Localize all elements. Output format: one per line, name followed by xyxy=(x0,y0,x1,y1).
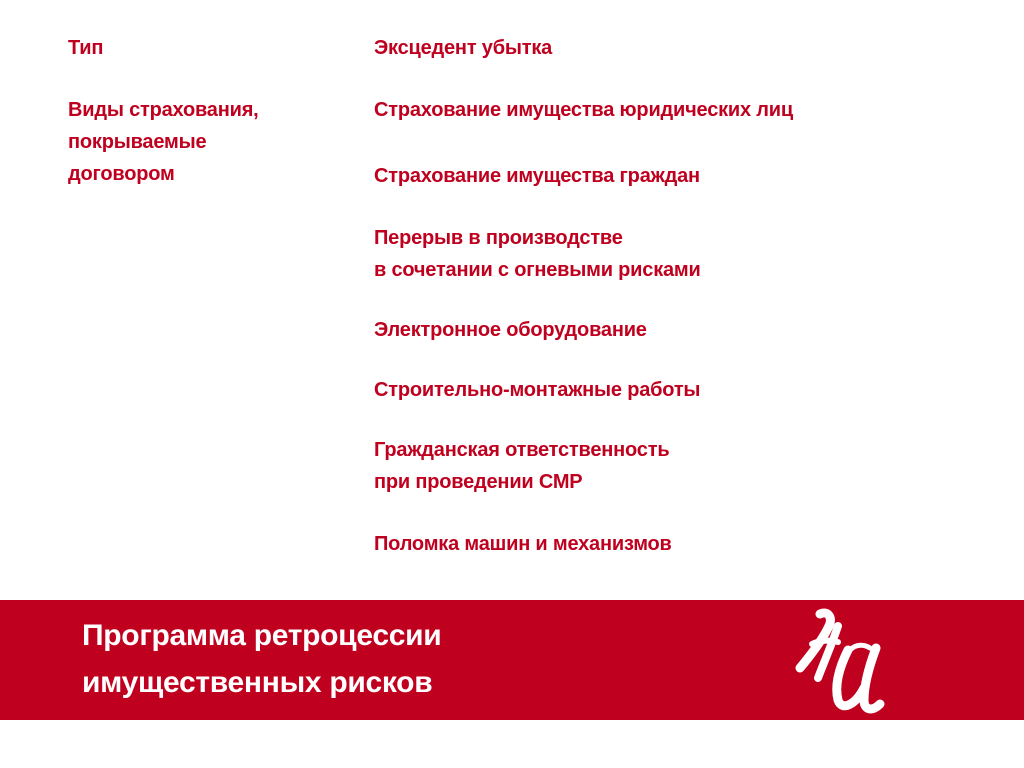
insurance-kind-line: Страхование имущества юридических лиц xyxy=(374,99,793,121)
insurance-kinds-label xyxy=(68,94,259,190)
slide-title-line: имущественных рисков xyxy=(82,666,433,699)
insurance-kind-line: Электронное оборудование xyxy=(374,319,647,341)
insurance-kind-item xyxy=(374,374,700,406)
company-monogram-logo-icon xyxy=(790,604,902,716)
insurance-kinds-label-line: Виды страхования, xyxy=(68,99,259,121)
insurance-kinds-label-line: договором xyxy=(68,163,175,185)
insurance-kind-item xyxy=(374,314,647,346)
insurance-kind-line: Страхование имущества граждан xyxy=(374,165,700,187)
insurance-kind-line: Перерыв в производстве xyxy=(374,227,623,249)
insurance-kind-item xyxy=(374,160,700,192)
footer-band xyxy=(0,600,1024,720)
insurance-kind-line: при проведении СМР xyxy=(374,471,583,493)
insurance-kind-item xyxy=(374,434,669,498)
slide-title-line: Программа ретроцессии xyxy=(82,619,442,652)
insurance-kinds-label-line: покрываемые xyxy=(68,131,207,153)
insurance-kind-line: в сочетании с огневыми рисками xyxy=(374,259,701,281)
insurance-kind-item xyxy=(374,528,672,560)
insurance-kind-item xyxy=(374,222,701,286)
type-label: Тип xyxy=(68,37,104,59)
slide-title xyxy=(82,612,441,706)
insurance-kind-line: Гражданская ответственность xyxy=(374,439,670,461)
insurance-kind-line: Строительно-монтажные работы xyxy=(374,379,701,401)
insurance-kind-item xyxy=(374,94,793,126)
type-value: Эксцедент убытка xyxy=(374,37,553,59)
insurance-kind-line: Поломка машин и механизмов xyxy=(374,533,672,555)
